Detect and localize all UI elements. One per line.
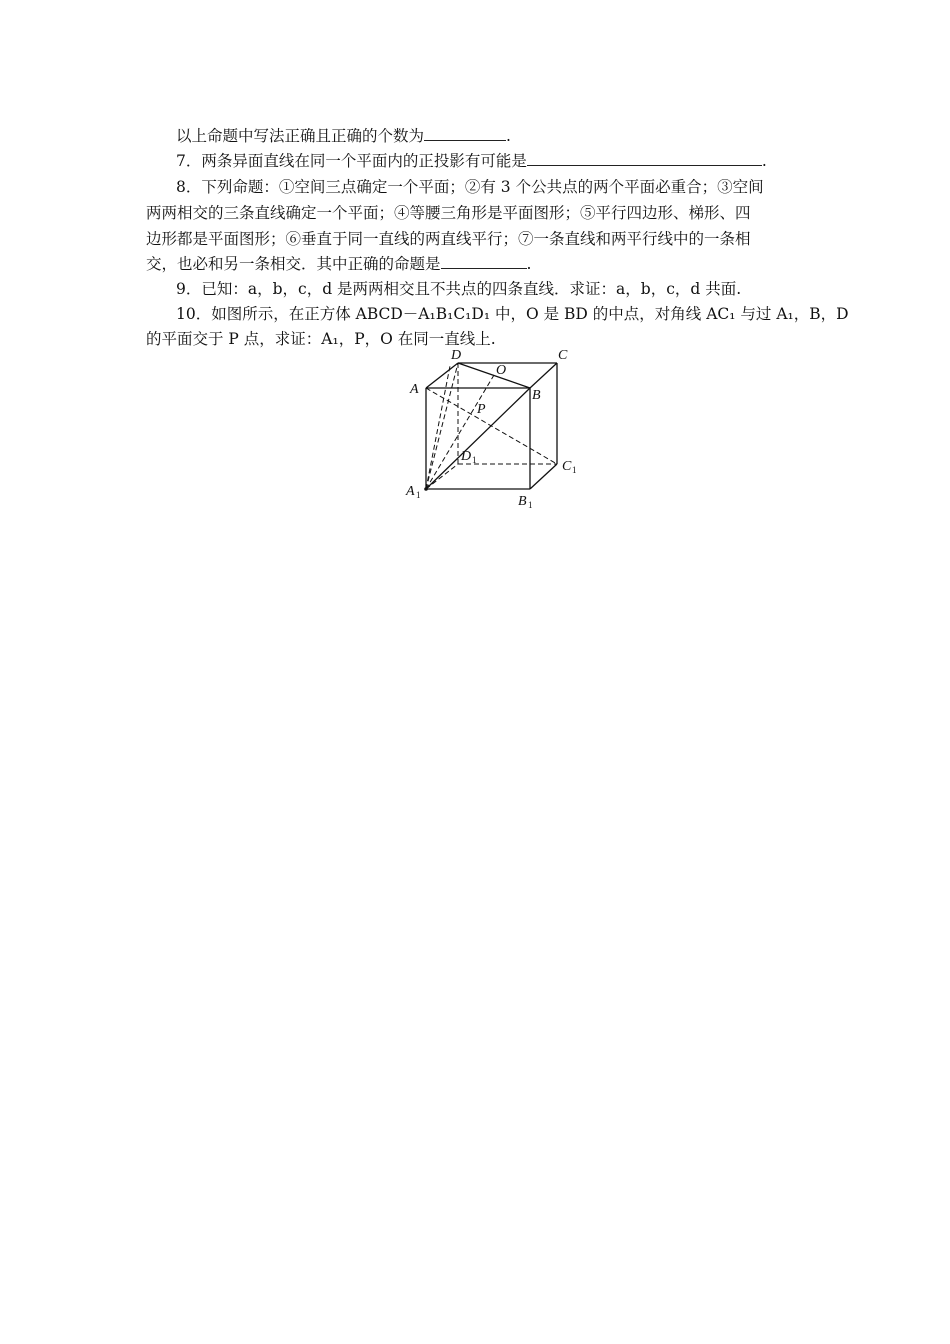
text: .	[761, 152, 767, 170]
question-10-line-1: 10．如图所示，在正方体 ABCD－A₁B₁C₁D₁ 中，O 是 BD 的中点，对角线 AC₁ 与过 A₁，B，D	[176, 305, 849, 323]
label-O: O	[496, 363, 507, 378]
question-9: 9．已知：a，b，c，d 是两两相交且不共点的四条直线．求证：a，b，c，d 共面.	[176, 280, 742, 298]
text: .	[526, 255, 532, 273]
question-7	[176, 151, 767, 171]
text: 7．两条异面直线在同一个平面内的正投影有可能是	[176, 152, 527, 170]
text: .	[506, 127, 511, 145]
answer-blank	[527, 151, 762, 166]
answer-blank	[424, 126, 506, 141]
question-8-line-3: 边形都是平面图形；⑥垂直于同一直线的两直线平行；⑦一条直线和两平行线中的一条相	[146, 230, 751, 248]
label-B1: B	[518, 494, 527, 509]
text: 交，也必和另一条相交．其中正确的命题是	[146, 255, 441, 273]
question-8-line-4	[146, 254, 531, 274]
label-A: A	[410, 382, 419, 397]
question-10-line-2: 的平面交于 P 点，求证：A₁，P，O 在同一直线上.	[146, 330, 496, 348]
subscript: 1	[472, 455, 477, 465]
label-A1: A	[406, 484, 415, 499]
label-D1: D	[461, 449, 472, 464]
cube-figure	[400, 344, 590, 514]
subscript: 1	[416, 490, 421, 500]
text: 以上命题中写法正确且正确的个数为	[176, 127, 425, 145]
label-C1: C	[562, 459, 572, 474]
subscript: 1	[572, 465, 577, 475]
line-1	[176, 126, 511, 146]
answer-blank	[441, 254, 527, 269]
question-8-line-1: 8．下列命题：①空间三点确定一个平面；②有 3 个公共点的两个平面必重合；③空间	[176, 178, 764, 196]
label-D: D	[451, 348, 462, 363]
label-B: B	[532, 388, 541, 403]
label-C: C	[558, 348, 568, 363]
question-8-line-2: 两两相交的三条直线确定一个平面；④等腰三角形是平面图形；⑤平行四边形、梯形、四	[146, 204, 751, 222]
subscript: 1	[528, 500, 533, 510]
label-P: P	[477, 402, 486, 417]
